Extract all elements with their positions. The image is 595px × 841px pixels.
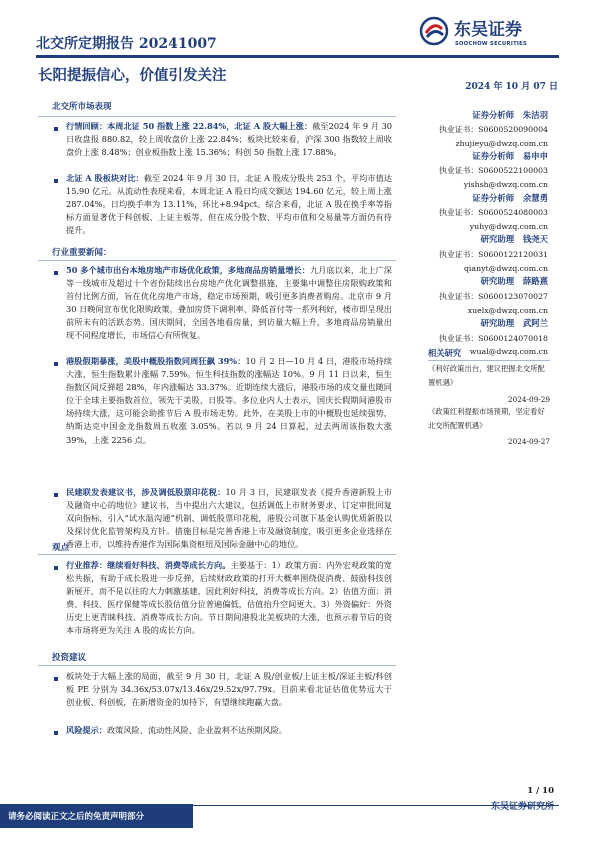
analyst-role-name: 研究助理 薛路熹	[480, 276, 548, 286]
paragraph-body: 板块处于大幅上涨的局面，截至 9 月 30 日，北证 A 股/创业板/上证主板/深证主板/科创板 PE 分别为 34.36x/53.07x/13.46x/29.52x/97.79x。目前来看北证估值优势远大于创业板、科创板，在新增资金的加持下，有望继续跑赢大盘。	[66, 671, 392, 708]
analyst-cert: 执业证书：S0600520090004	[439, 125, 548, 134]
analyst-email[interactable]: zhujieyu@dwzq.com.cn	[455, 139, 548, 148]
disclaimer-note: 请务必阅读正文之后的免责声明部分	[8, 812, 145, 822]
analyst-email[interactable]: wual@dwzq.com.cn	[469, 347, 548, 356]
paragraph-body: 截至 2024 年 9 月 30 日，北证 A 股成分股共 253 个，平均市值达 15.90 亿元。从流动性表现来看，本周北证 A 股日均成交额达 194.60 亿元，较上周上涨 287.04%。日均换手率为 13.11%，环比+8.94pct。综合来看，北证 A 股在换手率等指标方面显著优于科创板、上证主板等，但在成分股个数、平均市值和交易量等方面仍有待提升。	[66, 173, 393, 236]
header-divider	[36, 55, 559, 58]
bullet-icon	[54, 127, 58, 131]
paragraph-hk-stocks	[66, 355, 392, 447]
paragraph-head: 港股假期暴涨，美股中概股指数同周狂飙 39%：	[66, 356, 246, 366]
paragraph-body: 政策风险、流动性风险、企业盈利不达预期风险。	[106, 725, 288, 735]
analyst-email[interactable]: qianyt@dwzq.com.cn	[463, 264, 548, 273]
analyst-email[interactable]: yuhy@dwzq.com.cn	[469, 222, 548, 231]
paragraph-body: 10 月 3 日，民建联发表《提升香港新股上市及融资中心的地位》建议书，当中提出六大建议，包括调低上市财务要求、订定审批回复双向指标，引入“试水温沟通”机制、调低股票印花税，港股公司旗下基金认购优质新股以及探讨优化监管架构及方针。措施目标是完善香港上市及融资制度，吸引更多企业选择在香港上市，以维持香港作为国际集资枢纽及国际金融中心的地位。	[66, 487, 392, 550]
paragraph-board-comparison	[66, 172, 392, 237]
analyst-cert: 执业证书：S0600524080003	[439, 208, 548, 217]
related-item-date: 2024-09-27	[507, 437, 550, 446]
paragraph-head: 民建联发表建议书，涉及调低股票印花税：	[66, 487, 226, 497]
paragraph-body: 主要基于：1）政策方面：内外宏观政策的宽松共振，有助于成长股进一步反弹，后续财政政策的打开大概率围绕促消费、鼓励科技创新展开，而不是以往的大力刺激基建，因此利好科技，消费等成长方向。2）估值方面：消费、科技、医疗保健等成长股估值分位普遍偏低，估值抬升空间更大。3）外资偏好：外资历史上更青睐科技、消费等成长方向。节日期间港股北美板块的大涨，也预示着节后的资本市场将更为关注 A 股的成长方向。	[66, 560, 392, 636]
page-number: 1 / 10	[527, 786, 554, 796]
bullet-icon	[54, 179, 58, 183]
paragraph-body: 九月底以来，北上广深等一线城市及超过十个省份陆续出台房地产优化调整措施，主要集中调整住房限购政策和首付比例方面，旨在优化房地产市场，稳定市场预期，吸引更多消费者购房。北京市 9 月 30 日晚间宣布优化限购政策，叠加房贷下调利率、降低首付等一系列利好，楼市即呈现出前所未有的活跃态势。国庆期间，全国各地看房量，到访量大幅上升，多地商品房销量出现不同程度增长，市场信心有所恢复。	[66, 265, 392, 341]
related-research-title: 相关研究	[428, 348, 462, 358]
section-divider	[38, 665, 396, 666]
analyst-role-name: 证券分析师 朱洁羽	[472, 110, 548, 120]
paragraph-risk	[66, 724, 392, 737]
paragraph-property-policy	[66, 264, 392, 343]
bullet-icon	[54, 271, 58, 275]
related-item-link[interactable]: 《政策红利提振市场预期，坚定看好北交所配置机遇》	[428, 407, 545, 430]
analyst-cert: 执业证书：S0600124070018	[439, 334, 548, 343]
analyst-email[interactable]: xuelx@dwzq.com.cn	[467, 306, 548, 315]
analyst-role-name: 研究助理 武阿兰	[480, 318, 548, 328]
related-item-date: 2024-09-29	[507, 395, 550, 404]
related-item-link[interactable]: 《利好政策出台，建议把握北交所配置机遇》	[428, 364, 545, 387]
section-divider	[38, 260, 396, 261]
paragraph-sector-recommendation	[66, 559, 392, 638]
paragraph-market-review	[66, 120, 392, 159]
bullet-icon	[54, 731, 58, 735]
analyst-cert: 执业证书：S0600122120031	[439, 250, 548, 259]
bullet-icon	[54, 362, 58, 366]
bullet-icon	[54, 677, 58, 681]
page-title: 长阳提振信心，价值引发关注	[38, 67, 227, 84]
section-views-title: 观点	[52, 543, 70, 553]
paragraph-head: 北证 A 股板块对比：	[66, 173, 144, 183]
footer-organization: 东吴证券研究所	[490, 802, 554, 812]
paragraph-head: 风险提示：	[66, 725, 107, 735]
logo-mark-icon	[418, 15, 558, 49]
section-news-title: 行业重要新闻：	[52, 248, 112, 258]
paragraph-valuation	[66, 670, 392, 709]
paragraph-body: 截至2024 年 9 月 30 日收盘报 880.82，较上周收盘价上涨 22.84%；板块比较来看，沪深 300 指数较上周收盘价上涨 8.48%；创业板指数上涨 15.36%；科创 50 指数上涨 17.88%。	[66, 121, 392, 158]
paragraph-stamp-duty	[66, 486, 392, 551]
analyst-cert: 执业证书：S0600123070027	[439, 292, 548, 301]
logo-en: SOOCHOW SECURITIES	[455, 41, 528, 47]
report-type: 北交所定期报告 20241007	[36, 36, 217, 52]
analyst-email[interactable]: yishsh@dwzq.com.cn	[463, 180, 548, 189]
section-advice-title: 投资建议	[52, 653, 87, 663]
paragraph-head: 行情回顾：本周北证 50 指数上涨 22.84%，北证 A 股大幅上涨：	[66, 121, 313, 131]
section-market-title: 北交所市场表现	[52, 102, 112, 112]
bullet-icon	[54, 566, 58, 570]
paragraph-body: 10 月 2 日—10 月 4 日，港股市场持续大涨，恒生指数累计涨幅 7.59%。恒生科技指数的涨幅达 10%。9 月 11 日以来，恒生指数区间反弹超 28%，年内涨幅达 33.37%。近期连续大涨后，港股市场的成交量也随同位于全球主要指数首位，领先于美股、日股等。多位业内人士表示，国庆长假期间港股市场持续大涨，这可能会助推节后 A 股市场走势。此外，在美股上市的中概股也延续强势，纳斯达克中国金龙指数周五收涨 3.05%。若以 9 月 24 日算起，过去两周该指数大涨 39%，上涨 2256 点。	[66, 356, 392, 445]
company-logo	[418, 15, 558, 49]
paragraph-head: 50 多个城市出台本地房地产市场优化政策，多地商品房销量增长：	[66, 265, 310, 275]
report-date: 2024 年 10 月 07 日	[465, 82, 558, 92]
section-divider	[38, 554, 396, 555]
analyst-role-name: 研究助理 钱尧天	[480, 234, 548, 244]
section-divider	[428, 360, 550, 361]
section-divider	[38, 116, 396, 117]
analyst-cert: 执业证书：S0600522100003	[439, 166, 548, 175]
analyst-role-name: 证券分析师 易申申	[472, 151, 548, 161]
logo-cn: 东吴证券	[454, 20, 522, 40]
bullet-icon	[54, 493, 58, 497]
analyst-role-name: 证券分析师 余慧勇	[472, 193, 548, 203]
paragraph-head: 行业推荐：继续看好科技、消费等成长方向。	[66, 560, 231, 570]
